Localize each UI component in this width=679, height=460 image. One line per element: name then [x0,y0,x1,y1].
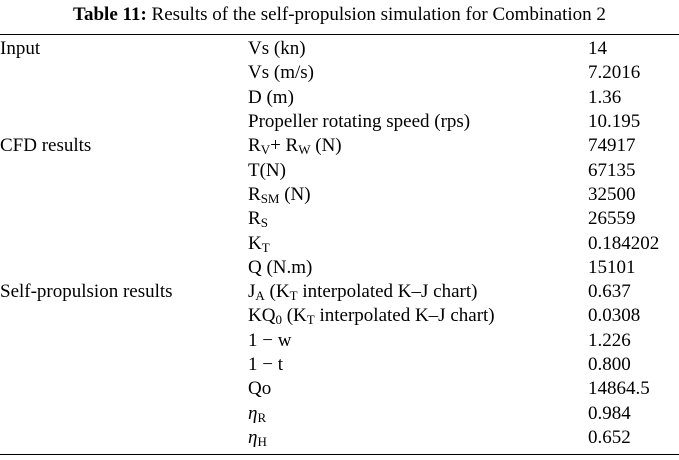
param-base: R [248,208,261,230]
results-table-body [0,37,676,450]
param-subscript: T [289,288,298,304]
row-value: 0.984 [588,402,631,424]
param-mid: + R [270,135,299,157]
table-row [0,329,676,353]
row-value: 0.637 [588,281,631,303]
row-group-label: Self-propulsion results [0,281,173,303]
table-row [0,231,676,255]
row-parameter [248,304,588,328]
row-value: 74917 [588,135,636,157]
param-base: η [248,426,258,448]
row-group-label [0,183,248,207]
param-subscript: T [306,312,315,328]
param-subscript: R [257,409,267,425]
row-parameter [248,426,588,450]
row-parameter [248,158,588,182]
table-row [0,377,676,401]
param-base: R [248,135,261,157]
param-base: η [248,402,258,424]
row-group-label [0,231,248,255]
row-value: 14 [588,38,607,60]
row-group-label [0,377,248,401]
table-row [0,401,676,425]
row-value: 0.184202 [588,232,660,254]
param-tail: interpolated K–J chart) [297,281,478,303]
row-value: 1.226 [588,329,631,351]
row-group-label [0,110,248,134]
param-subscript: V [260,142,271,158]
table-title: Results of the self-propulsion simulation for Combination 2 [146,4,606,25]
row-value: 10.195 [588,111,641,133]
param-base: Q (N.m) [248,256,313,278]
row-parameter [248,183,588,207]
row-group-label: CFD results [0,135,92,157]
param-base: Qo [248,378,272,400]
row-parameter [248,37,588,61]
param-base: KQ [248,305,276,327]
table-row [0,353,676,377]
row-group-label [0,158,248,182]
row-value: 0.800 [588,354,631,375]
param-base: K [248,232,262,254]
table-caption [0,3,679,27]
param-base: T(N) [248,159,286,181]
param-base: J [248,281,256,303]
row-value: 15101 [588,256,636,278]
row-parameter [248,207,588,231]
param-subscript: H [257,433,267,449]
row-parameter [248,280,588,304]
param-tail: (N) [279,183,311,205]
table-row [0,280,676,304]
table-label: Table 11: [73,4,147,25]
table-row [0,37,676,61]
row-parameter [248,353,588,377]
row-value: 32500 [588,183,636,205]
row-parameter [248,231,588,255]
table-row [0,86,676,110]
row-parameter [248,401,588,425]
row-parameter [248,61,588,85]
row-parameter [248,256,588,280]
table-row [0,134,676,158]
row-parameter [248,86,588,110]
row-group-label [0,401,248,425]
param-base: Vs (kn) [248,38,306,60]
row-parameter [248,329,588,353]
table-row [0,110,676,134]
param-base: 1 − w [248,329,292,351]
table-row [0,61,676,85]
bottom-rule [0,454,679,455]
row-group-label [0,353,248,377]
results-table [0,37,676,450]
row-value: 0.0308 [588,305,641,327]
row-group-label [0,329,248,353]
row-group-label [0,207,248,231]
param-base: R [248,183,261,205]
row-group-label [0,86,248,110]
param-subscript: W [298,142,311,158]
table-row [0,158,676,182]
row-parameter [248,110,588,134]
table-row [0,426,676,450]
row-value: 26559 [588,208,636,230]
row-value: 1.36 [588,86,622,108]
row-value: 14864.5 [588,378,650,400]
top-rule [0,34,679,35]
row-parameter [248,134,588,158]
param-subscript: 0 [275,312,282,328]
param-mid: (K [264,281,290,303]
row-group-label: Input [0,38,41,60]
param-base: Vs (m/s) [248,62,314,84]
table-row [0,207,676,231]
param-mid: (K [281,305,307,327]
param-base: Propeller rotating speed (rps) [248,111,471,133]
row-group-label [0,426,248,450]
row-parameter [248,377,588,401]
param-base: D (m) [248,86,294,108]
param-subscript: SM [260,190,280,206]
param-tail: interpolated K–J chart) [314,305,495,327]
table-row [0,304,676,328]
param-subscript: A [255,288,265,304]
table-row [0,256,676,280]
param-base: 1 − t [248,354,283,375]
row-group-label [0,256,248,280]
param-subscript: T [261,239,270,255]
row-value: 67135 [588,159,636,181]
table-row [0,183,676,207]
row-group-label [0,304,248,328]
row-group-label [0,61,248,85]
row-value: 7.2016 [588,62,641,84]
param-tail: (N) [310,135,342,157]
param-subscript: S [260,215,268,231]
row-value: 0.652 [588,426,631,448]
